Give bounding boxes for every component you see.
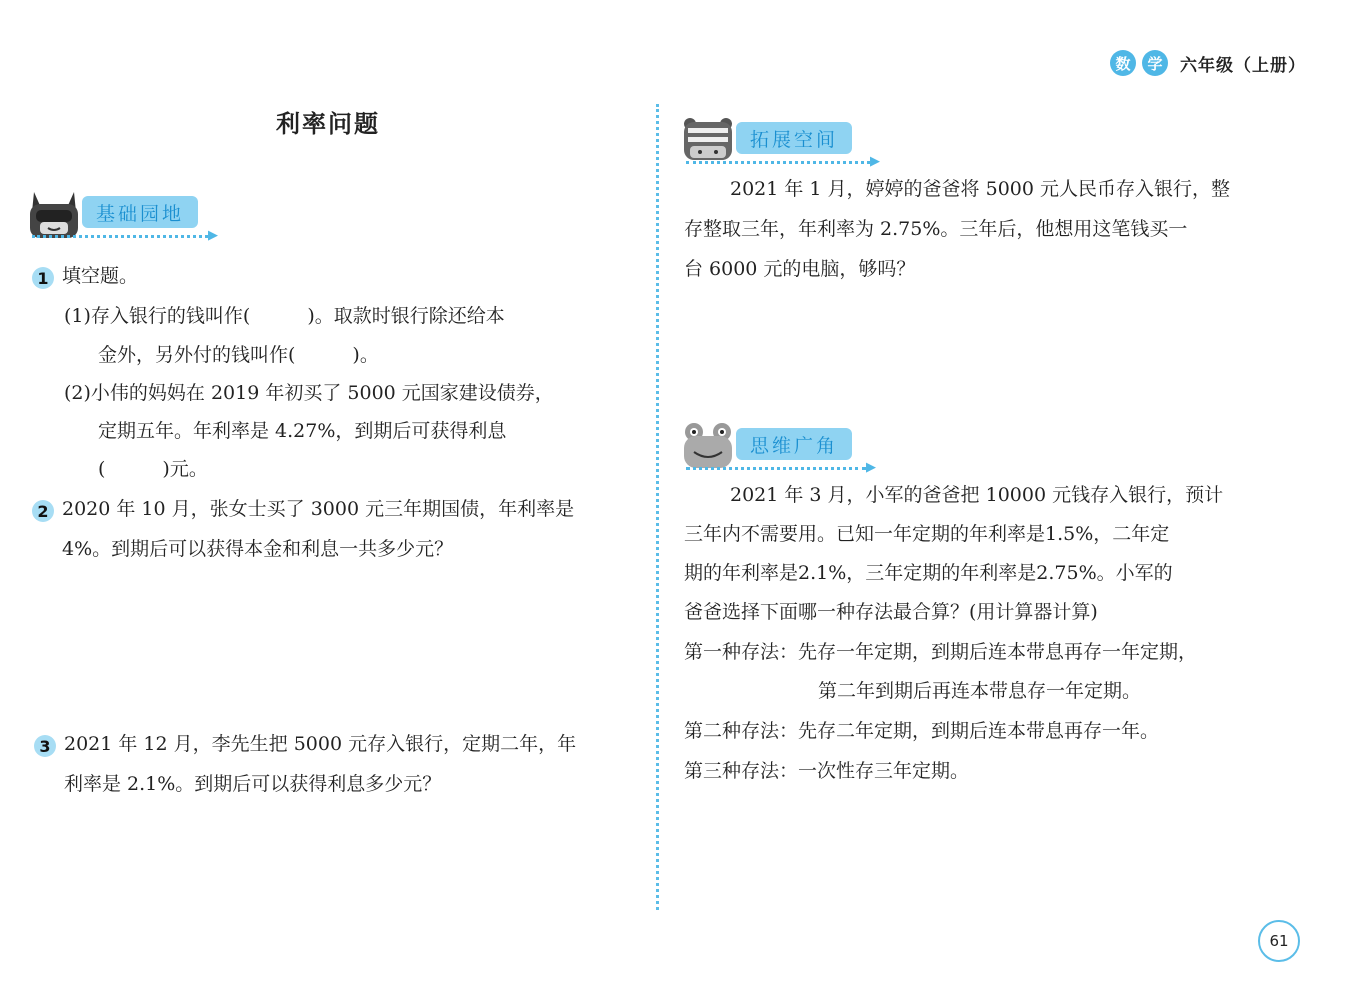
arrow-icon: ▶ (208, 228, 218, 243)
subject-badge-2: 学 (1142, 50, 1168, 76)
think-line1: 2021 年 3 月，小军的爸爸把 10000 元钱存入银行，预计 (730, 484, 1224, 506)
q1-part2-line3: ( )元。 (98, 458, 208, 480)
arrow-icon: ▶ (866, 460, 876, 475)
arrow-icon: ▶ (870, 154, 880, 169)
section-label-thinking: 思维广角 (736, 428, 852, 460)
q1-part2-line1: (2)小伟的妈妈在 2019 年初买了 5000 元国家建设债券， (64, 382, 554, 404)
section-divider (686, 467, 866, 470)
think-line2: 三年内不需要用。已知一年定期的年利率是1.5%，二年定 (684, 523, 1170, 545)
section-header-thinking (682, 422, 882, 474)
column-divider (656, 104, 659, 910)
section-divider (32, 235, 208, 238)
section-header-extend (682, 116, 882, 168)
method3: 第三种存法：一次性存三年定期。 (684, 760, 970, 782)
q1-title: 填空题。 (62, 265, 139, 287)
q1-part1-line1: (1)存入银行的钱叫作( )。取款时银行除还给本 (64, 305, 505, 327)
q3-line1: 2021 年 12 月，李先生把 5000 元存入银行，定期二年，年 (64, 733, 577, 755)
section-header-basic (28, 190, 228, 242)
think-line4: 爸爸选择下面哪一种存法最合算？(用计算器计算) (684, 601, 1098, 623)
method1-line2: 第二年到期后再连本带息存一年定期。 (818, 680, 1142, 702)
method2: 第二种存法：先存二年定期，到期后连本带息再存一年。 (684, 720, 1160, 742)
method1-line1: 第一种存法：先存一年定期，到期后连本带息再存一年定期， (684, 641, 1198, 663)
grade-label: 六年级（上册） (1180, 55, 1306, 76)
question-number-1: 1 (32, 267, 54, 289)
page-number: 61 (1258, 920, 1300, 962)
frog-icon (682, 422, 734, 470)
section-label-basic: 基础园地 (82, 196, 198, 228)
book-header (1110, 50, 1306, 76)
page-title: 利率问题 (276, 110, 380, 138)
q3-line2: 利率是 2.1%。到期后可以获得利息多少元？ (64, 773, 442, 795)
q1-part2-line2: 定期五年。年利率是 4.27%，到期后可获得利息 (98, 420, 507, 442)
q2-line2: 4%。到期后可以获得本金和利息一共多少元？ (62, 538, 454, 560)
section-label-extend: 拓展空间 (736, 122, 852, 154)
rabbit-icon (28, 190, 80, 238)
think-line3: 期的年利率是2.1%，三年定期的年利率是2.75%。小军的 (684, 562, 1173, 584)
section-divider (686, 161, 870, 164)
zebra-icon (682, 116, 734, 164)
q1-part1-line2: 金外，另外付的钱叫作( )。 (98, 344, 379, 366)
question-number-3: 3 (34, 735, 56, 757)
extend-line2: 存整取三年，年利率为 2.75%。三年后，他想用这笔钱买一 (684, 218, 1188, 240)
question-number-2: 2 (32, 500, 54, 522)
extend-line1: 2021 年 1 月，婷婷的爸爸将 5000 元人民币存入银行，整 (730, 178, 1230, 200)
q2-line1: 2020 年 10 月，张女士买了 3000 元三年期国债，年利率是 (62, 498, 575, 520)
subject-badge-1: 数 (1110, 50, 1136, 76)
extend-line3: 台 6000 元的电脑，够吗？ (684, 258, 916, 280)
